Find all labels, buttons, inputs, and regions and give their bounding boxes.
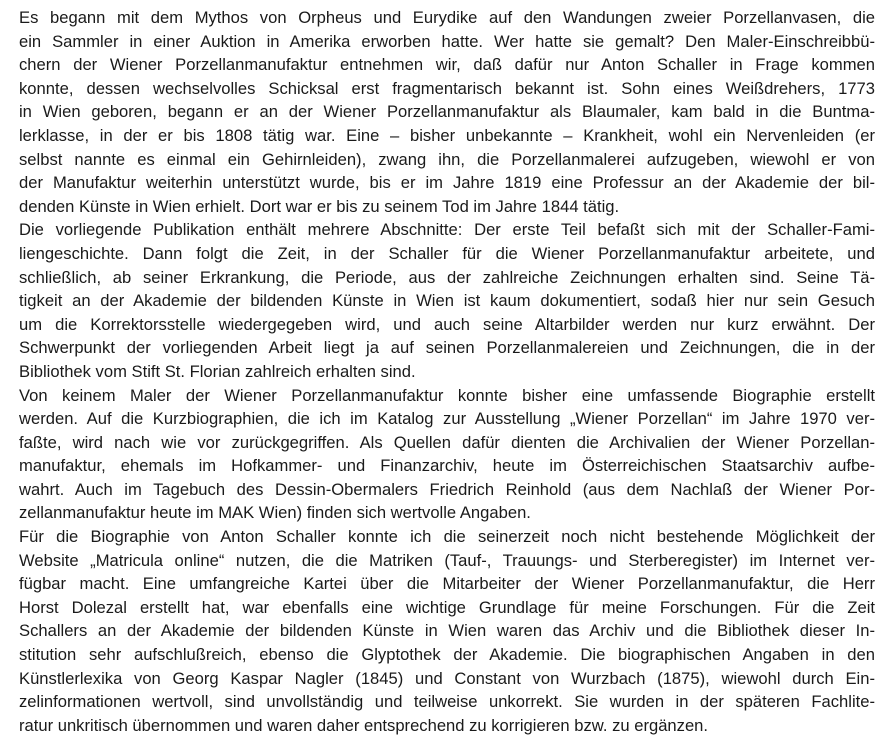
text-line: werden. Auf die Kurzbiographien, die ich im Katalog zur Ausstellung „Wiener Porzellan“ im Jahre 1970 ver- <box>19 409 875 429</box>
text-line: zelinformationen wertvoll, sind unvollständig und teilweise unkorrekt. Sie wurden in der späteren Fachlite- <box>19 692 875 712</box>
text-line: konnte, dessen wechselvolles Schicksal erst fragmentarisch bekannt ist. Sohn eines Weißdrehers, 1773 <box>19 78 875 98</box>
paragraph-research-basis <box>19 525 875 737</box>
text-line: Schwerpunkt der vorliegenden Arbeit liegt ja auf seinen Porzellanmalereien und Zeichnungen, die in der <box>19 338 875 358</box>
text-line: Von keinem Maler der Wiener Porzellanmanufaktur konnte bisher eine umfassende Biographie erstellt <box>19 385 875 405</box>
text-line: ratur unkritisch übernommen und waren daher entsprechend zu korrigieren bzw. zu ergänzen. <box>19 715 709 735</box>
text-line: manufaktur, ehemals im Hofkammer- und Finanzarchiv, heute im Österreichischen Staatsarchiv aufbe- <box>19 456 875 476</box>
paragraph-sources <box>19 384 875 526</box>
text-line: Horst Dolezal erstellt hat, war ebenfalls eine wichtige Grundlage für meine Forschungen. Für die Zeit <box>19 597 875 617</box>
paragraph-orpheus-vases <box>19 6 875 218</box>
text-line: fügbar macht. Eine umfangreiche Kartei über die Mitarbeiter der Wiener Porzellanmanufaktur, die Herr <box>19 574 875 594</box>
text-line: selbst nannte es einmal ein Gehirnleiden), zwang ihn, die Porzellanmalerei aufzugeben, wiewohl er von <box>19 149 875 169</box>
text-line: denden Künste in Wien erhielt. Dort war er bis zu seinem Tod im Jahre 1844 tätig. <box>19 196 620 216</box>
text-line: tigkeit an der Akademie der bildenden Künste in Wien ist kaum dokumentiert, sodaß hier nur sein Gesuch <box>19 291 875 311</box>
text-line: faßte, wird nach wie vor zurückgegriffen. Als Quellen dafür dienten die Archivalien der Wiener Porzellan- <box>19 432 875 452</box>
text-line: zellanmanufaktur heute im MAK Wien) finden sich wertvolle Angaben. <box>19 503 531 523</box>
text-line: stitution sehr aufschlußreich, ebenso die Glyptothek der Akademie. Die biographischen Angaben in den <box>19 645 875 665</box>
text-line: Bibliothek vom Stift St. Florian zahlreich erhalten sind. <box>19 361 416 381</box>
text-line: Für die Biographie von Anton Schaller konnte ich die seinerzeit noch nicht bestehende Möglichkeit der <box>19 527 875 547</box>
text-line: in Wien geboren, begann er an der Wiener Porzellanmanufaktur als Blaumaler, kam bald in die Buntma- <box>19 102 875 122</box>
text-line: wahrt. Auch im Tagebuch des Dessin-Obermalers Friedrich Reinhold (aus dem Nachlaß der Wiener Por- <box>19 479 875 499</box>
text-line: schließlich, ab seiner Erkrankung, die Periode, aus der zahlreiche Zeichnungen erhalten sind. Seine Tä- <box>19 267 875 287</box>
text-line: Es begann mit dem Mythos von Orpheus und Eurydike auf den Wandungen zweier Porzellanvasen, die <box>19 8 875 27</box>
text-line: Künstlerlexika von Georg Kaspar Nagler (1845) und Constant von Wurzbach (1875), wiewohl durch Ein- <box>19 668 875 688</box>
text-line: ein Sammler in einer Auktion in Amerika erworben hatte. Wer hatte sie gemalt? Den Maler-Einschreibbü- <box>19 31 875 51</box>
text-line: liengeschichte. Dann folgt die Zeit, in der Schaller für die Wiener Porzellanmanufaktur arbeitete, und <box>19 243 875 263</box>
text-line: Schallers an der Akademie der bildenden Künste in Wien waren das Archiv und die Bibliothek dieser In- <box>19 621 875 641</box>
text-line: der Manufaktur weiterhin unterstützt wurde, bis er im Jahre 1819 eine Professur an der Akademie der bil- <box>19 173 875 193</box>
text-line: Die vorliegende Publikation enthält mehrere Abschnitte: Der erste Teil befaßt sich mit der Schaller-Fami- <box>19 220 875 240</box>
text-line: um die Korrektorsstelle wiedergegeben wird, und auch seine Altarbilder werden nur kurz erwähnt. Der <box>19 314 875 334</box>
text-line: lerklasse, in der er bis 1808 tätig war. Eine – bisher unbekannte – Krankheit, wohl ein Nervenleiden (er <box>19 125 875 145</box>
text-line: Website „Matricula online“ nutzen, die die Matriken (Tauf-, Trauungs- und Sterberegister) im Internet ver- <box>19 550 875 570</box>
text-line: chern der Wiener Porzellanmanufaktur entnehmen wir, daß dafür nur Anton Schaller in Frage kommen <box>19 55 875 75</box>
document-page <box>19 6 875 737</box>
paragraph-publication-structure <box>19 218 875 383</box>
